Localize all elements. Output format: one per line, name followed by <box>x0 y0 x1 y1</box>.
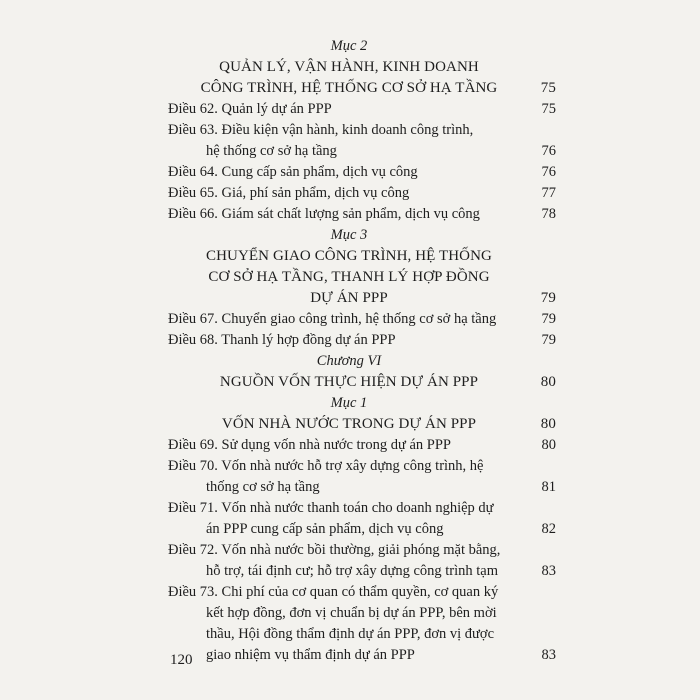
section-heading <box>168 246 556 267</box>
toc-page-number: 79 <box>541 311 556 327</box>
toc-entry <box>168 435 556 456</box>
toc-entry <box>168 204 556 225</box>
toc-text: VỐN NHÀ NƯỚC TRONG DỰ ÁN PPP <box>221 416 477 432</box>
section-label <box>168 351 556 372</box>
toc-page-number: 80 <box>540 374 556 390</box>
toc-page-number: 76 <box>541 164 556 180</box>
toc-text: Điều 65. Giá, phí sản phẩm, dịch vụ công <box>168 185 410 201</box>
page-number: 120 <box>170 652 193 668</box>
toc-entry <box>168 498 556 519</box>
toc-text: Mục 1 <box>330 395 368 411</box>
toc-text: Điều 66. Giám sát chất lượng sản phẩm, dịch vụ công <box>168 206 480 222</box>
toc-text: Điều 69. Sử dụng vốn nhà nước trong dự án PPP <box>168 437 451 453</box>
toc-page-number: 75 <box>540 80 556 96</box>
toc-text: Chương VI <box>316 353 382 369</box>
toc-entry <box>168 183 556 204</box>
section-label <box>168 36 556 57</box>
toc-entry-continuation <box>168 645 556 666</box>
toc-text: hỗ trợ, tái định cư; hỗ trợ xây dựng công trình tạm <box>206 563 499 579</box>
toc-entry <box>168 162 556 183</box>
toc-text: CƠ SỞ HẠ TẦNG, THANH LÝ HỢP ĐỒNG <box>208 269 490 285</box>
toc-text: Điều 62. Quản lý dự án PPP <box>168 101 332 117</box>
toc-page-number: 80 <box>540 416 556 432</box>
toc-page-number: 77 <box>541 185 556 201</box>
toc-text: Điều 73. Chi phí của cơ quan có thẩm quyền, cơ quan ký <box>168 584 499 600</box>
toc-text: DỰ ÁN PPP <box>310 290 388 306</box>
toc-entry <box>168 540 556 561</box>
section-label <box>168 225 556 246</box>
toc-text: Điều 63. Điều kiện vận hành, kinh doanh công trình, <box>168 122 474 138</box>
toc-entry-continuation <box>168 141 556 162</box>
toc-text: CHUYỂN GIAO CÔNG TRÌNH, HỆ THỐNG <box>206 248 492 264</box>
toc-text: Điều 71. Vốn nhà nước thanh toán cho doanh nghiệp dự <box>168 500 494 516</box>
toc-entry <box>168 456 556 477</box>
toc-text: NGUỒN VỐN THỰC HIỆN DỰ ÁN PPP <box>219 374 479 390</box>
section-heading <box>168 288 556 309</box>
section-heading <box>168 78 556 99</box>
toc-text: thầu, Hội đồng thẩm định dự án PPP, đơn vị được <box>206 626 495 642</box>
toc-text: Điều 72. Vốn nhà nước bồi thường, giải phóng mặt bằng, <box>168 542 501 558</box>
toc-entry <box>168 120 556 141</box>
section-heading <box>168 267 556 288</box>
toc-text: án PPP cung cấp sản phẩm, dịch vụ công <box>206 521 444 537</box>
toc-text: Điều 68. Thanh lý hợp đồng dự án PPP <box>168 332 396 348</box>
toc-entry-continuation <box>168 561 556 582</box>
toc-entry-continuation <box>168 603 556 624</box>
toc-entry-continuation <box>168 624 556 645</box>
toc-text: Điều 64. Cung cấp sản phẩm, dịch vụ công <box>168 164 418 180</box>
toc-entry <box>168 330 556 351</box>
toc-page-number: 83 <box>541 647 556 663</box>
toc-text: QUẢN LÝ, VẬN HÀNH, KINH DOANH <box>219 59 479 75</box>
toc-entry-continuation <box>168 477 556 498</box>
toc-text: Điều 70. Vốn nhà nước hỗ trợ xây dựng công trình, hệ <box>168 458 484 474</box>
toc-text: kết hợp đồng, đơn vị chuẩn bị dự án PPP, bên mời <box>206 605 497 621</box>
toc-page-number: 81 <box>541 479 556 495</box>
section-heading <box>168 414 556 435</box>
toc-page-number: 83 <box>541 563 556 579</box>
toc-text: giao nhiệm vụ thẩm định dự án PPP <box>206 647 415 663</box>
toc-entry <box>168 309 556 330</box>
toc-page-number: 82 <box>541 521 556 537</box>
toc-entry-continuation <box>168 519 556 540</box>
section-heading <box>168 57 556 78</box>
toc-text: Điều 67. Chuyển giao công trình, hệ thống cơ sở hạ tầng <box>168 311 497 327</box>
toc-page-number: 79 <box>540 290 556 306</box>
toc-page-number: 76 <box>541 143 556 159</box>
table-of-contents <box>168 36 556 666</box>
toc-page-number: 79 <box>541 332 556 348</box>
toc-text: thống cơ sở hạ tầng <box>206 479 320 495</box>
section-heading <box>168 372 556 393</box>
toc-page-number: 80 <box>541 437 556 453</box>
toc-text: hệ thống cơ sở hạ tầng <box>206 143 337 159</box>
toc-text: Mục 3 <box>330 227 368 243</box>
toc-text: Mục 2 <box>330 38 368 54</box>
toc-page-number: 75 <box>541 101 556 117</box>
toc-entry <box>168 99 556 120</box>
toc-text: CÔNG TRÌNH, HỆ THỐNG CƠ SỞ HẠ TẦNG <box>200 80 498 96</box>
section-label <box>168 393 556 414</box>
toc-entry <box>168 582 556 603</box>
toc-page-number: 78 <box>541 206 556 222</box>
